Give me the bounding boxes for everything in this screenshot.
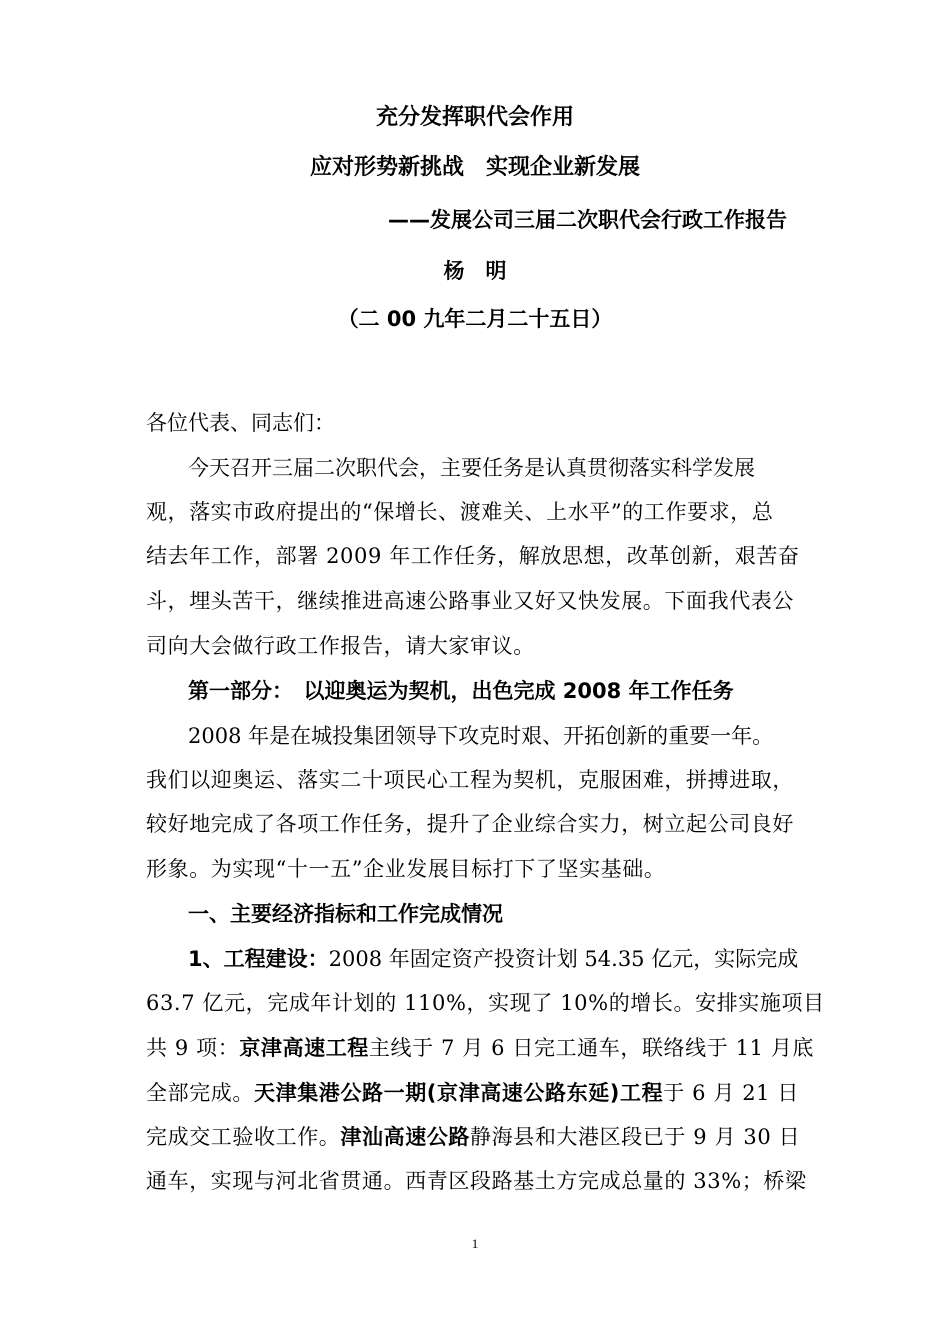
paragraph-3-text: 静海县和大港区段已于 9 月 30 日 — [470, 1125, 801, 1149]
paragraph-3-line: 63.7 亿元，完成年计划的 110%，实现了 10%的增长。安排实施项目 — [146, 991, 825, 1015]
paragraph-1-line: 今天召开三届二次职代会，主要任务是认真贯彻落实科学发展 — [188, 456, 755, 480]
paragraph-3-text: 全部完成。 — [146, 1081, 254, 1105]
title-line-1: 充分发挥职代会作用 — [375, 105, 574, 130]
paragraph-1-line: 结去年工作，部署 2009 年工作任务，解放思想，改革创新，艰苦奋 — [146, 544, 800, 568]
paragraph-3-line — [188, 944, 810, 974]
project-name: 津汕高速公路 — [340, 1125, 471, 1149]
paragraph-3-text: 于 6 月 21 日 — [663, 1081, 799, 1105]
paragraph-2-line: 我们以迎奥运、落实二十项民心工程为契机，克服困难，拼搏进取， — [146, 768, 794, 792]
engineering-label: 1、工程建设： — [188, 947, 329, 971]
title-line-2: 应对形势新挑战 实现企业新发展 — [309, 155, 640, 180]
paragraph-3-text: 共 9 项： — [146, 1036, 240, 1060]
paragraph-3-line: 通车，实现与河北省贯通。西青区段路基土方完成总量的 33%；桥梁 — [146, 1169, 807, 1193]
paragraph-3-text: 完成交工验收工作。 — [146, 1125, 341, 1149]
report-date: （二 00 九年二月二十五日） — [337, 307, 613, 331]
paragraph-2-line: 2008 年是在城投集团领导下攻克时艰、开拓创新的重要一年。 — [188, 724, 774, 748]
subtitle: ——发展公司三届二次职代会行政工作报告 — [388, 208, 787, 232]
paragraph-1-line: 斗，埋头苦干，继续推进高速公路事业又好又快发展。下面我代表公 — [146, 589, 794, 613]
paragraph-1-line: 观，落实市政府提出的“保增长、渡难关、上水平”的工作要求，总 — [146, 500, 774, 524]
paragraph-3-line — [146, 1033, 815, 1063]
paragraph-3-line — [146, 1122, 810, 1152]
paragraph-2-line: 较好地完成了各项工作任务，提升了企业综合实力，树立起公司良好 — [146, 812, 794, 836]
salutation: 各位代表、同志们： — [146, 411, 335, 435]
section-1-heading: 一、主要经济指标和工作完成情况 — [188, 902, 503, 926]
project-name: 天津集港公路一期(京津高速公路东延)工程 — [254, 1081, 664, 1105]
part-1-heading: 第一部分： 以迎奥运为契机，出色完成 2008 年工作任务 — [188, 679, 734, 703]
paragraph-3-text: 2008 年固定资产投资计划 54.35 亿元，实际完成 — [328, 947, 799, 971]
page-number: 1 — [471, 1236, 479, 1251]
paragraph-3-text: 主线于 7 月 6 日完工通车，联络线于 11 月底 — [368, 1036, 815, 1060]
author: 杨 明 — [443, 259, 507, 283]
project-name: 京津高速工程 — [239, 1036, 369, 1060]
paragraph-1-line: 司向大会做行政工作报告，请大家审议。 — [146, 634, 535, 658]
paragraph-3-line — [146, 1078, 810, 1108]
paragraph-2-line: 形象。为实现“十一五”企业发展目标打下了坚实基础。 — [146, 857, 666, 881]
